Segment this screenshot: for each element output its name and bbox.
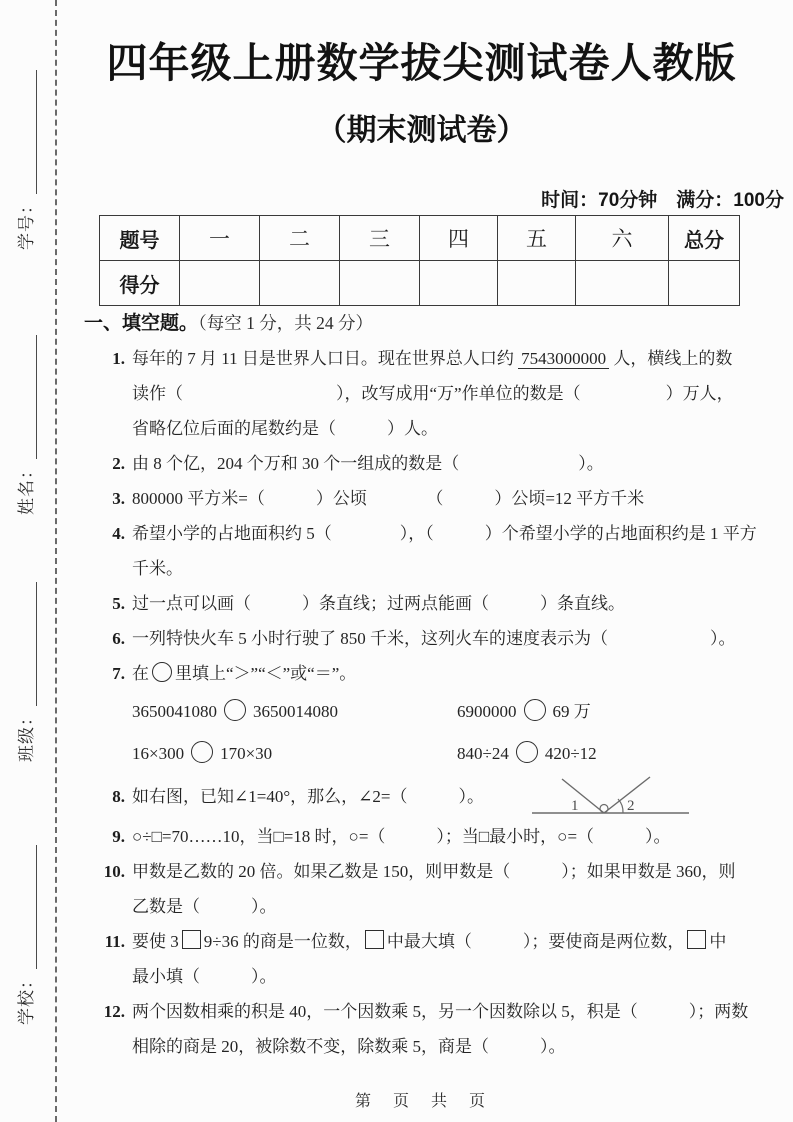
question-6-number: 6. — [112, 629, 125, 648]
header-total: 总分 — [669, 216, 740, 261]
question-11-line-1 — [99, 924, 744, 959]
compare-circle-icon — [191, 741, 213, 763]
time-score-info: 时间：70分钟 满分：100分 — [541, 190, 784, 211]
question-4-line-2: 千米。 — [132, 559, 183, 578]
question-8-line-1 — [99, 775, 744, 819]
compare-value: 16×300 — [132, 744, 185, 763]
question-text: 如右图，已知∠1=40°，那么，∠2=（ ）。 — [132, 787, 484, 806]
underlined-number: 7543000000 — [518, 349, 609, 369]
blank-box-icon — [365, 930, 384, 949]
question-7-number: 7. — [112, 664, 125, 683]
score-cell-1 — [180, 261, 260, 306]
score-cell-2 — [260, 261, 340, 306]
compare-circle-icon — [152, 662, 172, 682]
question-2-number: 2. — [112, 454, 125, 473]
score-cell-5 — [498, 261, 576, 306]
header-part-4: 四 — [420, 216, 498, 261]
section-1-points-note: （每空 1 分，共 24 分） — [198, 313, 374, 333]
question-text: ○÷□=70……10，当□=18 时，○=（ ）；当□最小时，○=（ ）。 — [132, 827, 671, 846]
sidebar-field-class — [17, 582, 37, 762]
question-2-line-1 — [99, 446, 744, 481]
header-part-6: 六 — [576, 216, 669, 261]
paper-content — [84, 0, 793, 1111]
question-text: 人，横线上的数 — [609, 349, 733, 368]
compare-value: 840÷24 — [457, 744, 509, 763]
sidebar-field-name — [17, 335, 37, 515]
header-part-5: 五 — [498, 216, 576, 261]
compare-pair — [132, 691, 457, 733]
question-text: 两个因数相乘的积是 40，一个因数乘 5，另一个因数除以 5，积是（ ）；两数 — [132, 1002, 749, 1021]
class-blank-line — [22, 582, 37, 706]
compare-value: 6900000 — [457, 702, 517, 721]
question-text: 9÷36 的商是一位数， — [203, 932, 362, 951]
header-part-1: 一 — [180, 216, 260, 261]
question-text: 在 — [132, 664, 149, 683]
angle-label-2: 2 — [627, 798, 635, 814]
student-id-label: 学号： — [17, 196, 36, 250]
question-text: 一列特快火车 5 小时行驶了 850 千米，这列火车的速度表示为（ ）。 — [132, 629, 736, 648]
question-3-number: 3. — [112, 489, 125, 508]
question-1-line-1 — [99, 341, 744, 376]
compare-value: 170×30 — [220, 744, 273, 763]
question-7-compare-row-1 — [99, 691, 744, 733]
compare-circle-icon — [524, 699, 546, 721]
question-8-number: 8. — [112, 787, 125, 806]
compare-circle-icon — [516, 741, 538, 763]
page-footer: 第 页 共 页 — [354, 1093, 488, 1110]
blank-box-icon — [687, 930, 706, 949]
paper-title: 四年级上册数学拔尖测试卷人教版 — [106, 40, 737, 86]
compare-pair — [457, 691, 591, 733]
section-1-heading — [84, 306, 744, 341]
question-1-line-3: 省略亿位后面的尾数约是（ ）人。 — [132, 419, 438, 438]
header-part-2: 二 — [260, 216, 340, 261]
question-12-line-2: 相除的商是 20，被除数不变，除数乘 5，商是（ ）。 — [132, 1037, 566, 1056]
question-7-line-1 — [99, 656, 744, 691]
question-4-number: 4. — [112, 524, 125, 543]
compare-pair — [132, 733, 457, 775]
question-10-line-2: 乙数是（ ）。 — [132, 897, 277, 916]
score-cell-total — [669, 261, 740, 306]
compare-circle-icon — [224, 699, 246, 721]
question-text: 要使 3 — [132, 932, 179, 951]
question-9-number: 9. — [112, 827, 125, 846]
question-3-line-1 — [99, 481, 744, 516]
question-11-line-2: 最小填（ ）。 — [132, 967, 277, 986]
question-text: 中 — [709, 932, 727, 951]
school-label: 学校： — [17, 971, 36, 1025]
question-text: 过一点可以画（ ）条直线；过两点能画（ ）条直线。 — [132, 594, 625, 613]
question-10-number: 10. — [103, 862, 125, 881]
question-1-line-2: 读作（ ），改写成用“万”作单位的数是（ ）万人， — [132, 384, 734, 403]
section-1-title: 一、填空题。 — [84, 313, 199, 334]
blank-box-icon — [182, 930, 201, 949]
question-text: 由 8 个亿，204 个万和 30 个一组成的数是（ ）。 — [132, 454, 604, 473]
angle-label-1: 1 — [571, 798, 579, 814]
question-4-line-1 — [99, 516, 757, 551]
question-10-line-1 — [99, 854, 744, 889]
question-text: 希望小学的占地面积约 5（ ），（ ）个希望小学的占地面积约是 1 平方 — [132, 524, 757, 543]
class-label: 班级： — [17, 708, 36, 762]
question-5-number: 5. — [112, 594, 125, 613]
question-text: 甲数是乙数的 20 倍。如果乙数是 150，则甲数是（ ）；如果甲数是 360，则 — [132, 862, 736, 881]
vertex-mark — [600, 805, 608, 813]
header-part-3: 三 — [340, 216, 420, 261]
question-11-number: 11. — [104, 932, 125, 951]
question-text: 每年的 7 月 11 日是世界人口日。现在世界总人口约 — [132, 349, 519, 368]
question-9-line-1 — [99, 819, 744, 854]
score-table-score-row — [100, 261, 740, 306]
question-7-compare-row-2 — [99, 733, 744, 775]
question-1-number: 1. — [112, 349, 125, 368]
score-cell-4 — [420, 261, 498, 306]
compare-value: 69 万 — [552, 702, 591, 721]
angle-figure — [529, 773, 694, 821]
name-blank-line — [22, 335, 37, 459]
compare-value: 3650014080 — [253, 702, 338, 721]
sidebar-field-student-id — [17, 70, 37, 250]
student-id-blank-line — [22, 70, 37, 194]
school-blank-line — [22, 845, 37, 969]
question-text: 800000 平方米=（ ）公顷 （ ）公顷=12 平方千米 — [132, 489, 645, 508]
question-12-number: 12. — [103, 1002, 125, 1021]
score-cell-3 — [340, 261, 420, 306]
question-5-line-1 — [99, 586, 744, 621]
question-text: 里填上“＞”“＜”或“＝”。 — [175, 664, 357, 683]
question-6-line-1 — [99, 621, 744, 656]
compare-value: 420÷12 — [544, 744, 597, 763]
name-label: 姓名： — [17, 461, 36, 515]
score-row-label: 得分 — [100, 261, 180, 306]
binding-dashed-line — [55, 0, 57, 1122]
compare-pair — [457, 733, 597, 775]
score-cell-6 — [576, 261, 669, 306]
score-table-header-row — [100, 216, 740, 261]
question-12-line-1 — [99, 994, 749, 1029]
sidebar-field-school — [17, 845, 37, 1025]
paper-subtitle: （期末测试卷） — [316, 114, 527, 147]
score-table — [99, 215, 740, 306]
header-question-number: 题号 — [100, 216, 180, 261]
compare-value: 3650041080 — [132, 702, 217, 721]
question-text: 中最大填（ ）；要使商是两位数， — [386, 932, 685, 951]
